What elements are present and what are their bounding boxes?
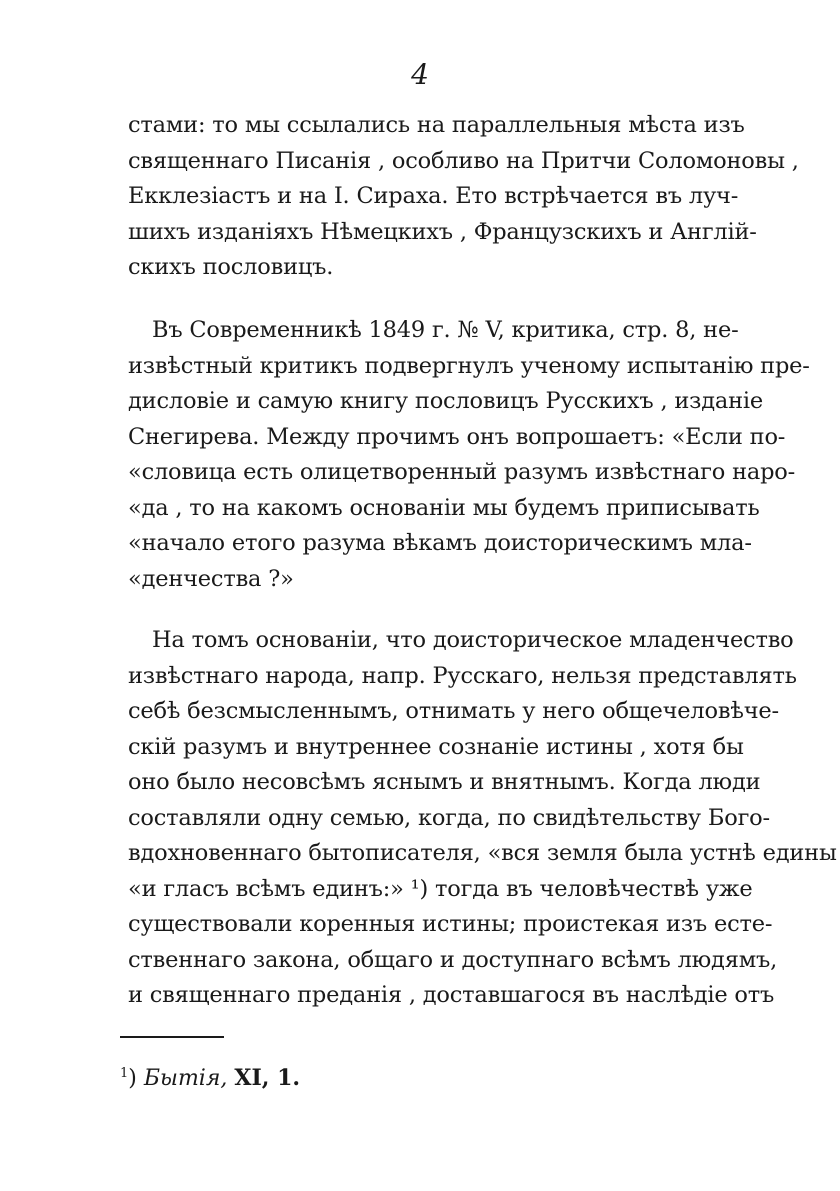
text-line: вдохновеннаго бытописателя, «вся земля была устнѣ едины [128,840,837,866]
text-line: скихъ пословицъ. [128,254,334,280]
text-line: «и гласъ всѣмъ единъ:» ¹) тогда въ человѣчествѣ уже [128,875,753,902]
footnote-divider [120,1036,224,1038]
text-line: оно было несовсѣмъ яснымъ и внятнымъ. Когда люди [128,769,761,795]
footnote-book: Бытія, [143,1066,228,1091]
text-line: ственнаго закона, общаго и доступнаго всѣмъ людямъ, [128,946,778,973]
page-number: 4 [411,58,429,91]
text-line: и священнаго преданія , доставшагося въ наслѣдіе отъ [128,982,775,1008]
footnote-reference: XI, 1. [234,1065,301,1091]
text-line: шихъ изданіяхъ Нѣмецкихъ , Французскихъ и Англій- [128,218,757,245]
text-line: Снегирева. Между прочимъ онъ вопрошаетъ: «Если по- [128,423,786,450]
text-line: дисловіе и самую книгу пословицъ Русскихъ , изданіе [128,388,764,414]
footnote: $^1$) Бытія, XI, 1. [120,1065,301,1091]
text-line: извѣстнаго народа, напр. Русскаго, нельзя представлять [128,662,797,689]
text-line: скій разумъ и внутреннее сознаніе истины , хотя бы [128,733,744,760]
text-line: Въ Современникѣ 1849 г. № V, критика, стр. 8, не- [152,317,739,343]
footnote-marker: 1 [120,1066,129,1081]
text-line: «денчества ?» [128,565,294,592]
text-line: «словица есть олицетворенный разумъ извѣстнаго наро- [128,459,796,485]
text-line: составляли одну семью, когда, по свидѣтельству Бого- [128,804,770,831]
text-line: Екклезіастъ и на I. Сираха. Ето встрѣчается въ луч- [128,183,739,209]
text-line: «да , то на какомъ основаніи мы будемъ приписывать [128,494,760,521]
text-line: существовали коренныя истины; проистекая изъ есте- [128,911,773,937]
text-line: «начало етого разума вѣкамъ доисторическимъ мла- [128,530,752,556]
text-line: священнаго Писанія , особливо на Притчи Соломоновы , [128,147,799,174]
text-line: стами: то мы ссылались на параллельныя мѣста изъ [128,112,745,138]
text-line: На томъ основаніи, что доисторическое младенчество [152,627,794,653]
text-line: извѣстный критикъ подвергнулъ ученому испытанію пре- [128,352,810,379]
paragraph-1 [128,108,799,286]
text-line: себѣ безсмысленнымъ, отнимать у него общечеловѣче- [128,698,779,724]
paragraph-3 [128,623,837,1014]
paragraph-2 [128,313,810,597]
